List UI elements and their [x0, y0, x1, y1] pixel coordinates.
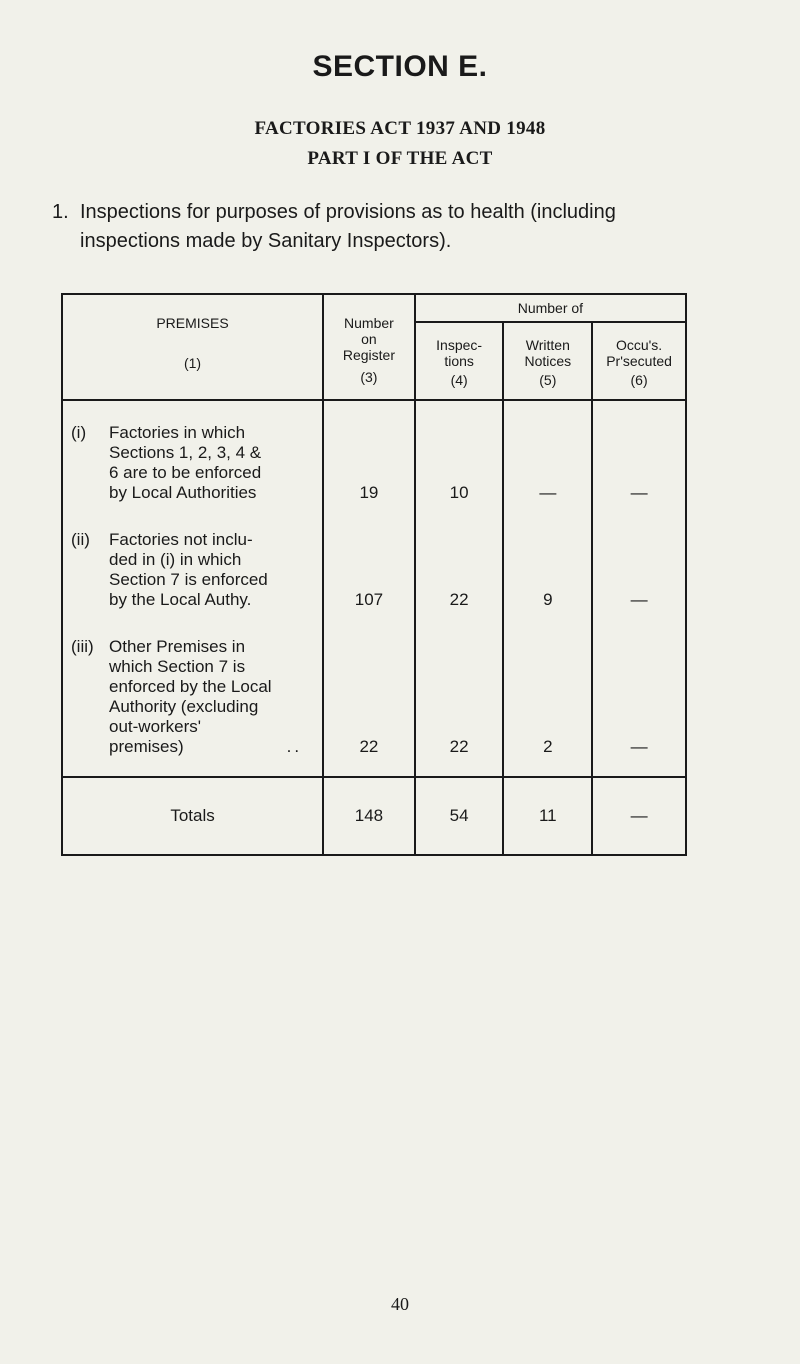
premises-header — [62, 294, 323, 400]
page-number: 40 — [391, 1294, 409, 1314]
item-line: Section 7 is enforced — [109, 570, 268, 589]
inspections-value-ii: 22 — [449, 590, 469, 609]
item-line: by Local Authorities — [109, 483, 257, 502]
intro-line-2: inspections made by Sanitary Inspectors). — [80, 230, 452, 252]
premises-list — [62, 400, 323, 777]
section-title: SECTION E. — [312, 50, 488, 83]
prosecuted-header-line-2: Pr'secuted — [606, 353, 672, 369]
totals-label: Totals — [62, 777, 323, 855]
intro-paragraph — [52, 198, 772, 256]
notices-value-iii: 2 — [543, 737, 553, 756]
number-of-header: Number of — [415, 294, 686, 322]
item-line: Factories in which — [109, 423, 246, 442]
intro-number: 1. — [52, 201, 69, 223]
item-line: Factories not inclu- — [109, 530, 253, 549]
notices-values — [503, 400, 592, 777]
register-col-number: (3) — [360, 369, 378, 385]
intro-line-1 — [52, 198, 772, 227]
inspections-values — [415, 400, 504, 777]
register-header — [323, 294, 415, 400]
register-value-iii: 22 — [359, 737, 379, 756]
item-line-text: premises) — [109, 737, 184, 756]
act-title: FACTORIES ACT 1937 AND 1948 — [254, 118, 546, 139]
item-line: 6 are to be enforced — [109, 463, 262, 482]
leader-dots: .. — [286, 737, 303, 756]
register-values — [323, 400, 415, 777]
premises-item-i — [71, 423, 314, 503]
intro-text-1: Inspections for purposes of provisions as to health (including — [80, 201, 616, 223]
premises-item-iii — [71, 637, 314, 757]
notices-header — [503, 322, 592, 400]
item-label: (ii) — [71, 530, 90, 549]
item-line: which Section 7 is — [109, 657, 246, 676]
prosecuted-value-i: — — [630, 483, 648, 502]
item-line: Other Premises in — [109, 637, 246, 656]
part-title: PART I OF THE ACT — [307, 148, 493, 169]
notices-col-number: (5) — [539, 372, 557, 388]
register-value-ii: 107 — [354, 590, 384, 609]
inspections-header — [415, 322, 504, 400]
totals-row — [62, 777, 686, 855]
inspections-value-i: 10 — [449, 483, 469, 502]
prosecuted-values — [592, 400, 686, 777]
item-label: (iii) — [71, 637, 94, 656]
register-value-i: 19 — [359, 483, 379, 502]
item-line: by the Local Authy. — [109, 590, 252, 609]
inspections-col-number: (4) — [450, 372, 468, 388]
totals-prosecuted: — — [592, 777, 686, 855]
prosecuted-header — [592, 322, 686, 400]
register-header-line-3: Register — [342, 347, 395, 363]
totals-notices: 11 — [503, 777, 592, 855]
prosecuted-col-number: (6) — [630, 372, 648, 388]
inspections-table — [61, 293, 687, 856]
item-line: enforced by the Local — [109, 677, 272, 696]
notices-header-line-1: Written — [525, 337, 570, 353]
totals-register: 148 — [323, 777, 415, 855]
item-line-last — [109, 737, 314, 757]
totals-inspections: 54 — [415, 777, 504, 855]
prosecuted-value-iii: — — [630, 737, 648, 756]
item-label: (i) — [71, 423, 87, 442]
item-line: out-workers' — [109, 717, 202, 736]
notices-value-i: — — [539, 483, 557, 502]
item-line: Authority (excluding — [109, 697, 259, 716]
premises-col-number: (1) — [183, 355, 202, 371]
premises-header-label: PREMISES — [156, 315, 229, 331]
register-header-line-2: on — [361, 331, 377, 347]
inspections-header-line-1: Inspec- — [436, 337, 483, 353]
premises-item-ii — [71, 530, 314, 610]
prosecuted-header-line-1: Occu's. — [615, 337, 663, 353]
inspections-value-iii: 22 — [449, 737, 469, 756]
prosecuted-value-ii: — — [630, 590, 648, 609]
inspections-header-line-2: tions — [444, 353, 474, 369]
item-line: Sections 1, 2, 3, 4 & — [109, 443, 262, 462]
register-header-line-1: Number — [344, 315, 394, 331]
notices-value-ii: 9 — [543, 590, 553, 609]
notices-header-line-2: Notices — [524, 353, 572, 369]
item-line: ded in (i) in which — [109, 550, 242, 569]
